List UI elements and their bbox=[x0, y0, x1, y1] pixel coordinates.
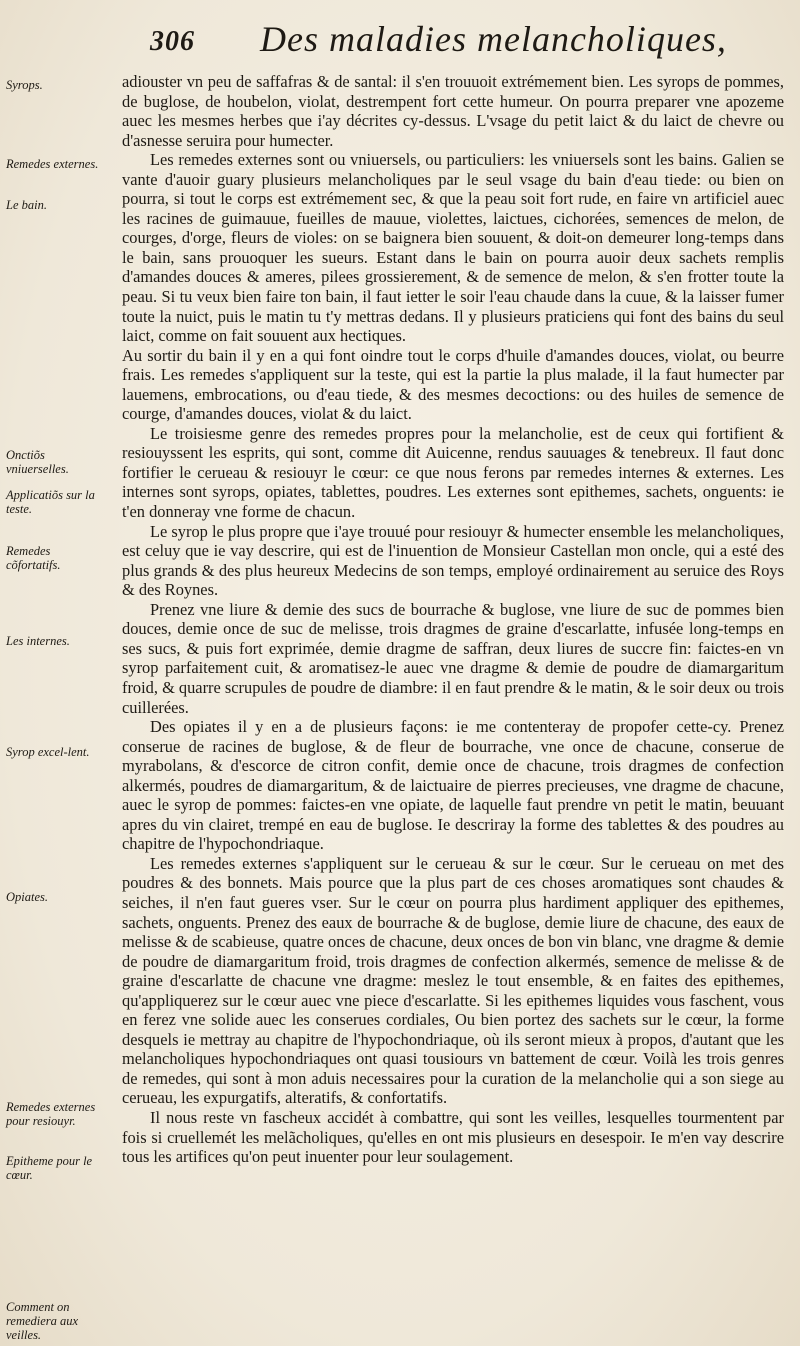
margin-note-epitheme: Epitheme pour le cœur. bbox=[6, 1154, 93, 1182]
margin-note-remedes-confortatifs: Remedes cõfortatifs. bbox=[6, 544, 61, 572]
paragraph-syrops: adiouster vn peu de saffafras & de santal: il s'en trouuoit extrémement bien. Les syrops de pommes, de buglose, de houbelon, violat, destrempent fort cette humeur. On pourra preparer vne apozeme auec les mesmes herbes que i'ay décrites cy-dessus. L'vsage du petit laict & du laict de chevre ou d'asnesse seruira pour humecter. bbox=[122, 72, 784, 150]
margin-note-onctions: Onctiõs vniuerselles. bbox=[6, 448, 69, 476]
running-title: Des maladies melancholiques, bbox=[260, 19, 727, 59]
margin-note-remedes-externes: Remedes externes. bbox=[6, 157, 99, 171]
margin-note-syrop-excellent: Syrop excel-lent. bbox=[6, 745, 90, 759]
page-number: 306 bbox=[150, 26, 195, 57]
paragraph-remedes-externes: Les remedes externes sont ou vniuersels, ou particuliers: les vniuersels sont les bains. Galien se vante d'auoir guary plusieurs melancholiques par le seul vsage du bain d'eau tiede: ou bien on pourra, si tout le corps est extrémement sec, & que la peau soit fort rude, en faire vn artificiel auec les racines de guimauue, fueilles de mauue, violettes, laictues, cichorées, semences de melon, de courges, d'orge, fleurs de violes: on se baignera bien souuent, & doit-on demeurer long-temps dans le bain, sans prouoquer les sueurs. Estant dans le bain on pourra auoir deux sachets remplis d'amandes douces & ameres, pilees grossierement, & de semence de melon, & s'en frotter toute la peau. Si tu veux bien faire ton bain, il faut ietter le soir l'eau chaude dans la cuue, & la laisser fumer toute la nuict, puis le matin tu t'y mettras dedans. Il y plusieurs praticiens qui font des bains du seul laict, comme on fait souuent aux hectiques. bbox=[122, 150, 784, 346]
margin-note-comment-veilles: Comment on remediera aux veilles. bbox=[6, 1300, 79, 1342]
paragraph-confortatifs: Le troisiesme genre des remedes propres pour la melancholie, est de ceux qui fortifient & resiouyssent les esprits, qui sont, comme dit Auicenne, rendus sauuages & tenebreux. Il faut donc fortifier le cerueau & resiouyr le cœur: ce que nous ferons par remedes internes & externes. Les internes sont syrops, opiates, tablettes, poudres. Les externes sont epithemes, sachets, onguents: ie t'en donneray vne forme de chacun. bbox=[122, 423, 784, 522]
paragraph-veilles: Il nous reste vn fascheux accidét à combattre, qui sont les veilles, lesquelles tourmentent par fois si cruellemét les melãcholiques, qu'elles en ont mis plusieurs en desespoir. Ie m'en vay descrire tous les artifices qu'on peut inuenter pour leur soulagement. bbox=[122, 1107, 784, 1167]
margin-note-le-bain: Le bain. bbox=[6, 198, 47, 212]
paragraph-syrop-recipe: Prenez vne liure & demie des sucs de bourrache & buglose, vne liure de suc de pommes bien douces, demie once de suc de melisse, trois dragmes de graine d'escarlatte, infusée long-temps en ses sucs, & puis fort exprimée, demie dragme de saffran, deux liures de succre fin: faictes-en vn syrop parfaitement cuit, & aromatisez-le auec vne dragme & demie de poudre de diamargaritum froid, & quarre scrupules de poudre de diambre: il en faut prendre & le matin, & le soir deux ou trois cuillerées. bbox=[122, 599, 784, 717]
paragraph-onctions: Au sortir du bain il y en a qui font oindre tout le corps d'huile d'amandes douces, violat, ou beurre frais. Les remedes s'appliquent sur la teste, qui est la partie la plus malade, il la faut humecter par lauemens, embrocations, ou d'eau tiede, & des mesmes decoctions: ou des huiles de semence de courge, d'amandes douces, violat & du laict. bbox=[122, 345, 784, 424]
paragraph-syrop-description: Le syrop le plus propre que i'aye trouué pour resiouyr & humecter ensemble les melancholiques, est celuy que ie vay descrire, qui est de l'inuention de Monsieur Castellan mon oncle, qui a esté des plus grands & des plus heureux Medecins de son temps, employé ordinairement au seruice des Roys & des Roynes. bbox=[122, 521, 784, 600]
page-header bbox=[150, 10, 770, 60]
margin-note-opiates: Opiates. bbox=[6, 890, 49, 904]
paragraph-opiates: Des opiates il y en a de plusieurs façons: ie me contenteray de propofer cette-cy. Prenez conserue de racines de buglose, & de fleur de bourrache, vne once de chacune, conserue de myrabolans, & d'escorce de citron confit, demie once de chacune, trois dragmes de confection alkermés, poudres de diamargaritum, & de laictuaire de pierres precieuses, vne dragme de chacune, auec le syrop de pommes: faictes-en vne opiate, de laquelle faut prendre vn petit le matin, beuuant apres du vin clairet, trempé en eau de buglose. Ie descriray la forme des tablettes & des poudres au chapitre de l'hypochondriaque. bbox=[122, 717, 784, 854]
margin-note-syrops: Syrops. bbox=[6, 78, 43, 92]
margin-note-applications: Applicatiõs sur la teste. bbox=[6, 488, 95, 516]
margin-note-les-internes: Les internes. bbox=[6, 634, 70, 648]
body-text bbox=[122, 72, 784, 1167]
margin-note-remedes-externes-resiouyr: Remedes externes pour resiouyr. bbox=[6, 1100, 96, 1128]
paragraph-remedes-externes-coeur: Les remedes externes s'appliquent sur le cerueau & sur le cœur. Sur le cerueau on met des poudres & des bonnets. Mais pource que la plus part de ces choses aromatiques sont chaudes & seiches, il n'en faut gueres vser. Sur le cœur on pourra plus hardiment appliquer des epithemes, sachets, onguents. Prenez des eaux de bourrache & de buglose, demie liure de chacune, des eaux de melisse & de scabieuse, quatre onces de chacune, deux onces de bon vin blanc, vne dragme & demie de poudre de diamargaritum froid, trois dragmes de confection alkermés, semence de melisse & de graine d'escarlatte de chacune vne dragme: meslez le tout ensemble, & en faites des epithemes, qu'appliquerez sur le cœur auec vne piece d'escarlatte. Si les epithemes liquides vous faschent, vous en ferez vne solide auec les conserues cordiales, Ou bien portez des sachets sur le cœur, la forme desquels ie mettray au chapitre de l'hypochondriaque, où ils seront mieux à propos, d'autant que les melancholiques hypochondriaques ont quasi tousiours vn battement de cœur. Voilà les trois genres de remedes, qui sont à mon aduis necessaires pour la curation de la melancholie qui a son siege au cerueau, les expurgatifs, alteratifs, & confortatifs. bbox=[122, 853, 784, 1108]
